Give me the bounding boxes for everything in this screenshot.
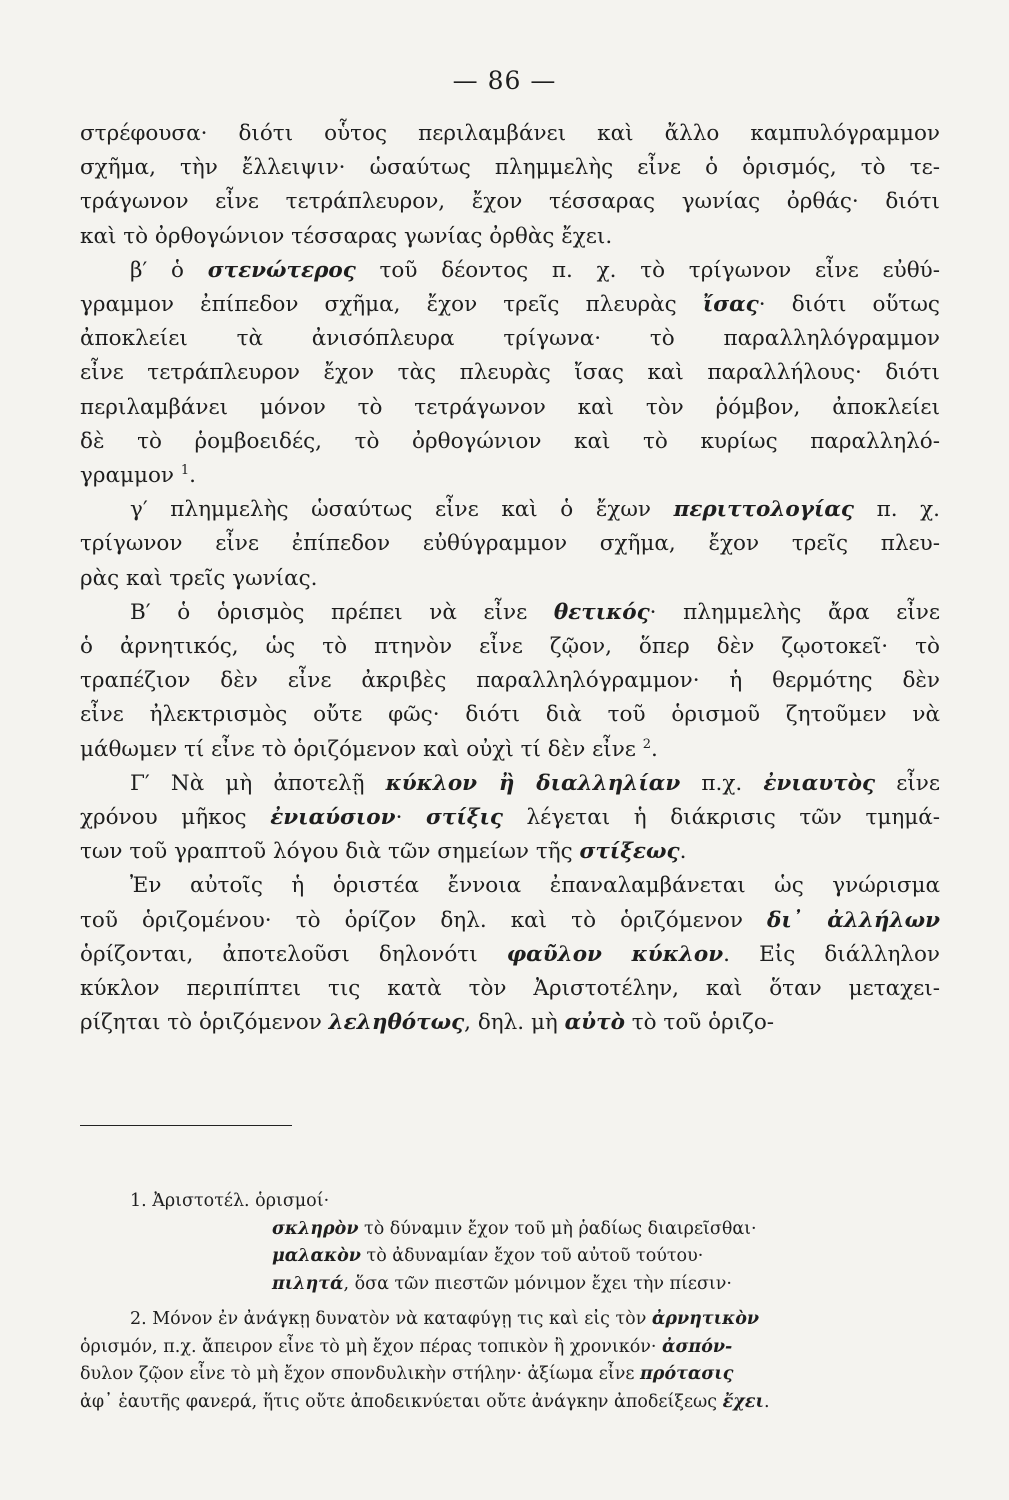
- paragraph: [80, 493, 940, 596]
- emphasized-term: ἴσας: [702, 292, 759, 318]
- text-run: των τοῦ γραπτοῦ λόγου διὰ τῶν σημείων τῆς: [80, 839, 580, 865]
- emphasized-term: στίξις: [426, 805, 503, 831]
- text-run: καὶ τὸ ὀρθογώνιον τέσσαρας γωνίας ὀρθὰς ἔχει.: [80, 223, 613, 249]
- text-line: [80, 288, 940, 322]
- text-line: [80, 733, 940, 767]
- paragraph: [80, 869, 940, 1040]
- text-run: , δηλ. μὴ: [464, 1010, 565, 1036]
- emphasized-term: λεληθότως: [328, 1010, 465, 1036]
- text-run: β′ ὁ: [130, 257, 208, 283]
- text-line: [80, 356, 940, 390]
- text-run: ὁρίζονται, ἀποτελοῦσι δηλονότι: [80, 941, 507, 967]
- emphasized-term: ἀρνητικὸν: [651, 1309, 760, 1329]
- paragraph: [80, 117, 940, 254]
- footnote-separator: [80, 1125, 292, 1126]
- emphasized-term: στίξεως: [579, 839, 680, 865]
- emphasized-term: ἀσπόν-: [662, 1336, 733, 1357]
- text-line: [80, 904, 940, 938]
- text-line: [80, 596, 940, 630]
- footnote-2-line: [80, 1389, 944, 1417]
- footnote-2-line: [130, 1306, 944, 1334]
- emphasized-term: ἐνιαυτὸς: [763, 770, 876, 796]
- emphasized-term: ἐνιαύσιον: [270, 805, 396, 831]
- text-run: π.χ.: [680, 770, 764, 796]
- text-run: ρίζηται τὸ ὁριζόμενον: [80, 1010, 329, 1036]
- footnote-1-lead: 1. Ἀριστοτέλ. ὁρισμοί·: [130, 1191, 330, 1211]
- text-line: [80, 391, 940, 425]
- footnote-marker: 1: [180, 462, 190, 478]
- text-line: [80, 698, 940, 732]
- text-run: .: [679, 839, 687, 865]
- text-line: [80, 767, 940, 801]
- text-run: · διότι οὕτως: [758, 292, 940, 318]
- text-run: .: [651, 736, 658, 762]
- text-run: , ὅσα τῶν πιεστῶν μόνιμον ἔχει τὴν πίεσιν·: [343, 1273, 732, 1294]
- footnote-2-line: [80, 1361, 944, 1389]
- text-run: Β′ ὁ ὁρισμὸς πρέπει νὰ εἶνε: [130, 599, 554, 625]
- text-run: στρέφουσα· διότι οὗτος περιλαμβάνει καὶ ἄλλο καμπυλόγραμμον: [80, 121, 940, 146]
- text-line: [80, 459, 940, 493]
- text-run: ἀποκλείει τὰ ἀνισόπλευρα τρίγωνα· τὸ παραλληλόγραμμον: [80, 326, 940, 352]
- emphasized-term: θετικός: [553, 599, 650, 625]
- paragraph: [80, 254, 940, 493]
- text-line: [80, 185, 940, 219]
- text-run: εἶνε: [593, 1364, 640, 1384]
- main-text: [80, 117, 940, 1040]
- text-line: [80, 322, 940, 356]
- text-run: τοῦ ὁριζομένου· τὸ ὁρίζον δηλ. καὶ τὸ ὁριζόμενον: [80, 907, 767, 933]
- text-line: [80, 869, 940, 903]
- text-run: π. χ.: [854, 497, 940, 523]
- text-line: [80, 562, 940, 596]
- text-run: τράγωνον εἶνε τετράπλευρον, ἔχον τέσσαρας γωνίας ὀρθάς· διότι: [80, 189, 940, 215]
- text-line: [80, 527, 940, 561]
- emphasized-term: αὐτὸ: [564, 1010, 625, 1036]
- emphasized-term: στενώτερος: [207, 257, 356, 283]
- text-line: [80, 664, 940, 698]
- text-line: [80, 938, 940, 972]
- paragraph: [80, 596, 940, 767]
- text-run: μάθωμεν τί εἶνε τὸ ὁριζόμενον καὶ οὐχὶ τί δὲν εἶνε: [80, 736, 643, 762]
- text-run: .: [763, 1391, 770, 1412]
- text-run: περιλαμβάνει μόνον τὸ τετράγωνον καὶ τὸν ῥόμβον, ἀποκλείει: [80, 394, 940, 420]
- text-run: τοῦ δέοντος π. χ. τὸ τρίγωνον εἶνε εὐθύ-: [355, 257, 940, 283]
- text-run: δὲ τὸ ῥομβοειδές, τὸ ὀρθογώνιον καὶ τὸ κυρίως παραλληλό-: [80, 428, 940, 454]
- emphasized-term: πιλητά: [272, 1273, 344, 1294]
- text-line: [80, 425, 940, 459]
- emphasized-term: μαλακὸν: [272, 1246, 361, 1266]
- emphasized-term: δι᾽ ἀλλήλων: [766, 907, 940, 933]
- text-run: ἀφ᾽ ἑαυτῆς φανερά, ἥτις οὔτε ἀποδεικνύεται οὔτε ἀνάγκην ἀποδείξεως: [80, 1391, 723, 1412]
- text-run: γραμμον: [80, 463, 181, 489]
- text-line: [80, 972, 940, 1006]
- text-run: ἀξίωμα: [527, 1364, 594, 1384]
- text-line: [80, 835, 940, 869]
- text-line: [80, 493, 940, 527]
- footnote-1-item: [130, 1243, 944, 1271]
- text-run: Ἐν αὐτοῖς ἡ ὁριστέα ἔννοια ἐπαναλαμβάνεται ὡς γνώρισμα: [130, 873, 940, 899]
- paragraph: [80, 767, 940, 870]
- text-line: [80, 801, 940, 835]
- text-run: Γ′ Νὰ μὴ ἀποτελῇ: [130, 770, 386, 796]
- text-run: ·: [395, 805, 426, 831]
- text-run: γ′ πλημμελὴς ὡσαύτως εἶνε καὶ ὁ ἔχων: [130, 497, 674, 523]
- text-run: τὸ τοῦ ὁριζο-: [624, 1010, 775, 1036]
- text-run: τὸ δύναμιν ἔχον τοῦ μὴ ῥαδίως διαιρεῖσθαι·: [358, 1218, 757, 1239]
- text-run: λέγεται ἡ διάκρισις τῶν τμημά-: [502, 805, 940, 831]
- footnote-1-item: [130, 1216, 944, 1244]
- text-line: [80, 151, 940, 185]
- text-run: τραπέζιον δὲν εἶνε ἀκριβὲς παραλληλόγραμμον· ἡ θερμότης δὲν: [80, 668, 940, 694]
- footnote-marker: 2: [642, 736, 652, 752]
- emphasized-term: σκληρὸν: [272, 1218, 359, 1239]
- text-line: [80, 1006, 940, 1040]
- emphasized-term: περιττολογίας: [673, 497, 855, 523]
- text-run: ὁ ἀρνητικός, ὡς τὸ πτηνὸν εἶνε ζῷον, ὅπερ δὲν ζῳοτοκεῖ· τὸ: [80, 634, 940, 660]
- footnotes: [80, 1188, 944, 1416]
- text-line: [80, 254, 940, 288]
- footnote-1-item: [130, 1271, 944, 1299]
- emphasized-term: ἔχει: [722, 1391, 764, 1412]
- text-run: σχῆμα, τὴν ἔλλειψιν· ὡσαύτως πλημμελὴς εἶνε ὁ ὁρισμός, τὸ τε-: [80, 155, 940, 181]
- text-run: εἶνε ἠλεκτρισμὸς οὔτε φῶς· διότι διὰ τοῦ ὁρισμοῦ ζητοῦμεν νὰ: [80, 702, 940, 728]
- emphasized-term: πρότασις: [640, 1364, 734, 1384]
- text-run: . Εἰς διάλληλον: [723, 941, 940, 967]
- footnote-2-line: [80, 1334, 944, 1362]
- text-run: γραμμον ἐπίπεδον σχῆμα, ἔχον τρεῖς πλευρὰς: [80, 292, 703, 318]
- text-run: 2. Μόνον ἐν ἀνάγκῃ δυνατὸν νὰ καταφύγῃ τις καὶ εἰς τὸν: [130, 1309, 652, 1329]
- text-run: ρὰς καὶ τρεῖς γωνίας.: [80, 565, 318, 591]
- text-run: κύκλον περιπίπτει τις κατὰ τὸν Ἀριστοτέλην, καὶ ὅταν μεταχει-: [80, 976, 940, 1002]
- text-run: · πλημμελὴς ἄρα εἶνε: [649, 599, 940, 625]
- text-line: [80, 630, 940, 664]
- page-number: — 86 —: [452, 66, 557, 95]
- text-line: [80, 117, 940, 151]
- text-run: εἶνε: [875, 770, 940, 796]
- emphasized-term: φαῦλον κύκλον: [506, 941, 724, 967]
- text-line: [80, 220, 940, 254]
- text-run: .: [189, 463, 196, 489]
- text-run: τρίγωνον εἶνε ἐπίπεδον εὐθύγραμμον σχῆμα, ἔχον τρεῖς πλευ-: [80, 531, 940, 557]
- text-run: εἶνε τετράπλευρον ἔχον τὰς πλευρὰς ἴσας καὶ παραλλήλους· διότι: [80, 360, 940, 386]
- text-run: δυλον ζῷον εἶνε τὸ μὴ ἔχον σπονδυλικὴν στήλην·: [80, 1364, 528, 1384]
- text-run: χρόνου μῆκος: [80, 805, 271, 831]
- text-run: ὁρισμόν, π.χ. ἄπειρον εἶνε τὸ μὴ ἔχον πέρας τοπικὸν ἢ χρονικόν·: [80, 1336, 663, 1357]
- emphasized-term: κύκλον ἢ διαλληλίαν: [385, 770, 681, 796]
- text-run: τὸ ἀδυναμίαν ἔχον τοῦ αὐτοῦ τούτου·: [360, 1246, 704, 1266]
